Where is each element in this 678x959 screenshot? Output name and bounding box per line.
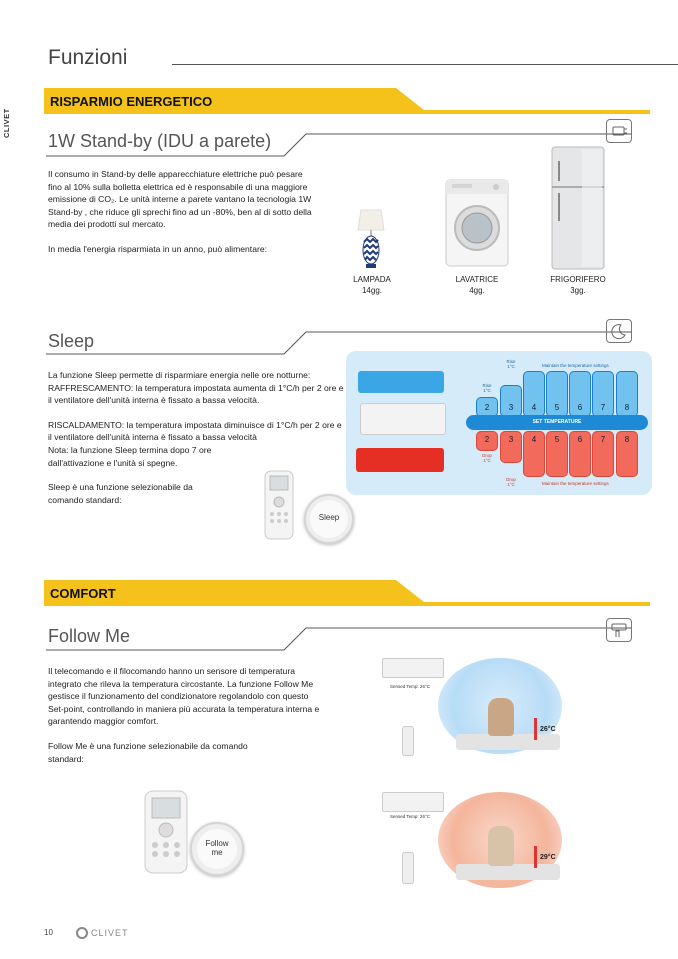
lamp-name: LAMPADA <box>353 275 391 284</box>
cool-hour-8: 8 <box>624 403 630 412</box>
heat-hour-3: 3 <box>508 435 514 444</box>
maintain-bottom-label: Maintain the temperature settings <box>542 481 609 486</box>
band-shape <box>44 580 650 606</box>
remote-control-image <box>144 790 188 874</box>
band-comfort <box>44 580 650 606</box>
heat-hour-2: 2 <box>484 435 490 444</box>
cool-hour-7: 7 <box>600 403 606 412</box>
rise-top-label: Rise 1°C <box>506 359 516 369</box>
standby-paragraph-2: In media l'energia risparmiata in un anno, può alimentare: <box>48 243 267 254</box>
heat-hour-8: 8 <box>624 435 630 444</box>
sleep-diagram <box>346 351 652 495</box>
fridge-caption <box>544 274 612 296</box>
follow-me-text <box>48 665 324 765</box>
lamp-days: 14gg. <box>361 286 383 295</box>
sofa <box>456 734 560 750</box>
standby-paragraph-1: Il consumo in Stand-by delle apparecchiature elettriche può pesare fino al 10% sulla bolletta elettrica ed è responsabile di una maggiore emissione di CO₂. Le unità interne a parete vantano la tecnologia 1W Stand-by , che riduce gli sprechi fino ad un -80%, ben al di sotto della media dei prodotti sul mercato. <box>48 169 312 230</box>
drop-left-label: Drop 1°C <box>482 453 492 463</box>
fridge-days: 3gg. <box>570 286 586 295</box>
remote-small <box>402 726 414 756</box>
cool-hour-4: 4 <box>531 403 537 412</box>
maintain-top-label: Maintain the temperature settings <box>542 363 609 368</box>
person <box>488 698 514 736</box>
follow-me-button-line-1: Follow <box>205 839 229 848</box>
follow-me-button-label <box>192 839 242 857</box>
section-title-sleep: Sleep <box>48 331 95 351</box>
washer-caption <box>444 274 510 296</box>
rise-left-label: Rise 1°C <box>482 383 492 393</box>
set-temperature-label: SET TEMPERATURE <box>532 419 582 425</box>
band-risparmio <box>44 88 650 114</box>
follow-me-button <box>190 822 244 876</box>
sleep-moon-icon <box>606 319 632 343</box>
indoor-unit <box>382 792 444 812</box>
title-divider <box>172 64 678 65</box>
cool-column-3 <box>500 385 522 417</box>
follow-me-button-line-2: me <box>211 848 223 857</box>
washer-name: LAVATRICE <box>455 275 499 284</box>
sleep-button <box>304 494 354 544</box>
lamp-caption <box>340 274 404 296</box>
cool-hour-6: 6 <box>577 403 583 412</box>
sleep-paragraph-1: La funzione Sleep permette di risparmiare energia nelle ore notturne: <box>48 370 311 380</box>
heat-hour-6: 6 <box>577 435 583 444</box>
cooling-unit <box>358 371 444 393</box>
follow-me-title-line <box>44 624 634 654</box>
heat-hour-7: 7 <box>600 435 606 444</box>
vertical-brand: CLIVET <box>2 108 11 138</box>
sleep-text <box>48 369 344 506</box>
follow-me-paragraph-1: Il telecomando e il filocomando hanno un sensore di temperatura integrato che rileva la temperatura circostante. La funzione Follow Me gestisce il funzionamento del condizionatore regolandolo con questo Set-point, controllando in maniera più accurata la temperatura interna e garantendo maggior comfort. <box>48 666 320 727</box>
page-number: 10 <box>44 928 53 937</box>
thermometer <box>534 718 537 740</box>
band-label: RISPARMIO ENERGETICO <box>50 94 213 109</box>
standby-title-line <box>44 128 634 158</box>
follow-me-scene-cool <box>368 654 578 760</box>
cool-hour-3: 3 <box>508 403 514 412</box>
scene1-unit-label: Sensed Temp: 26°C <box>390 684 430 689</box>
thermometer <box>534 846 537 868</box>
scene2-unit-label: Sensed Temp: 26°C <box>390 814 430 819</box>
follow-me-paragraph-2: Follow Me è una funzione selezionabile da comando standard: <box>48 740 248 764</box>
band-label: COMFORT <box>50 586 116 601</box>
standby-text <box>48 168 316 256</box>
sleep-paragraph-2: RAFFRESCAMENTO: la temperatura impostata aumenta di 1°C/h per 2 ore e il ventilatore dell'unità interna è fissato a bassa velocità. <box>48 382 344 406</box>
follow-me-hand-icon <box>606 618 632 642</box>
refrigerator-image <box>550 145 606 271</box>
sofa <box>456 864 560 880</box>
standby-plug-icon <box>606 119 632 143</box>
sleep-paragraph-4: Nota: la funzione Sleep termina dopo 7 ore dall'attivazione e l'unità si spegne. <box>48 444 212 468</box>
scene2-temp: 29°C <box>540 854 556 861</box>
heat-hour-4: 4 <box>531 435 537 444</box>
heating-unit <box>356 448 444 472</box>
sleep-button-label: Sleep <box>318 513 340 522</box>
page-title: Funzioni <box>48 46 128 69</box>
fridge-name: FRIGORIFERO <box>550 275 606 284</box>
washing-machine-image <box>444 178 510 268</box>
section-title-standby: 1W Stand-by (IDU a parete) <box>48 131 272 151</box>
section-title-follow-me: Follow Me <box>48 626 131 646</box>
cool-hour-5: 5 <box>554 403 560 412</box>
remote-control-image <box>264 470 294 540</box>
footer-logo-text: CLIVET <box>91 928 129 938</box>
drop-bottom-label: Drop 1°C <box>506 477 516 487</box>
indoor-unit <box>382 658 444 678</box>
sleep-paragraph-5: Sleep è una funzione selezionabile da comando standard: <box>48 482 193 505</box>
lamp-image <box>354 208 388 270</box>
indoor-unit <box>360 403 446 435</box>
remote-small <box>402 852 414 884</box>
sleep-paragraph-3: RISCALDAMENTO: la temperatura impostata diminuisce di 1°C/h per 2 ore e il ventilatore dell'unità interna è fissato a bassa velocità <box>48 419 342 443</box>
washer-days: 4gg. <box>469 286 485 295</box>
follow-me-scene-warm <box>368 780 578 890</box>
heat-hour-5: 5 <box>554 435 560 444</box>
cool-hour-2: 2 <box>484 403 490 412</box>
person <box>488 826 514 866</box>
scene1-temp: 26°C <box>540 726 556 733</box>
clivet-logo-icon <box>76 927 88 939</box>
